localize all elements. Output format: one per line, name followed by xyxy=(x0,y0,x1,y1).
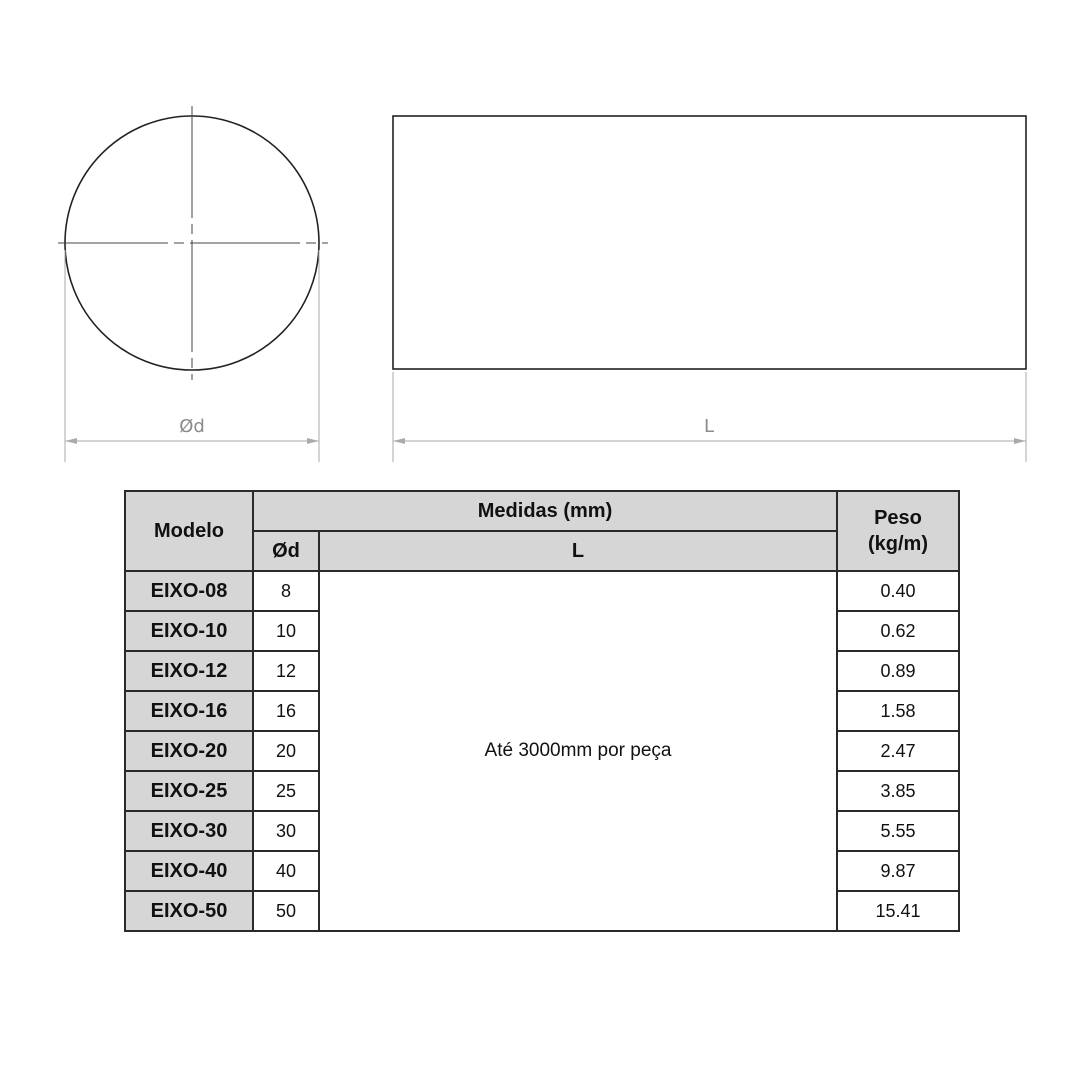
od-cell: 50 xyxy=(253,891,319,931)
table-row xyxy=(125,571,959,611)
shaft-side-view xyxy=(393,116,1026,369)
od-cell: 12 xyxy=(253,651,319,691)
length-note: Até 3000mm por peça xyxy=(319,571,837,931)
header-peso xyxy=(837,491,959,571)
header-l: L xyxy=(319,531,837,571)
od-cell: 8 xyxy=(253,571,319,611)
model-cell: EIXO-10 xyxy=(125,611,253,651)
header-modelo: Modelo xyxy=(125,491,253,571)
model-cell: EIXO-20 xyxy=(125,731,253,771)
model-cell: EIXO-30 xyxy=(125,811,253,851)
length-dimension xyxy=(393,372,1026,462)
od-cell: 40 xyxy=(253,851,319,891)
header-od: Ød xyxy=(253,531,319,571)
model-cell: EIXO-25 xyxy=(125,771,253,811)
od-cell: 20 xyxy=(253,731,319,771)
specification-table xyxy=(124,490,960,932)
od-cell: 25 xyxy=(253,771,319,811)
header-peso-line1: Peso xyxy=(874,507,922,529)
length-label: L xyxy=(703,416,715,437)
peso-cell: 0.62 xyxy=(837,611,959,651)
peso-cell: 2.47 xyxy=(837,731,959,771)
cross-section-view xyxy=(58,106,328,380)
od-cell: 30 xyxy=(253,811,319,851)
peso-cell: 5.55 xyxy=(837,811,959,851)
model-cell: EIXO-16 xyxy=(125,691,253,731)
header-medidas: Medidas (mm) xyxy=(253,491,837,531)
peso-cell: 9.87 xyxy=(837,851,959,891)
od-cell: 16 xyxy=(253,691,319,731)
od-cell: 10 xyxy=(253,611,319,651)
diameter-label: Ød xyxy=(179,416,205,437)
peso-cell: 15.41 xyxy=(837,891,959,931)
peso-cell: 0.89 xyxy=(837,651,959,691)
peso-cell: 3.85 xyxy=(837,771,959,811)
model-cell: EIXO-40 xyxy=(125,851,253,891)
model-cell: EIXO-08 xyxy=(125,571,253,611)
peso-cell: 0.40 xyxy=(837,571,959,611)
peso-cell: 1.58 xyxy=(837,691,959,731)
model-cell: EIXO-12 xyxy=(125,651,253,691)
technical-drawing xyxy=(0,0,1080,480)
header-peso-line2: (kg/m) xyxy=(868,533,928,555)
model-cell: EIXO-50 xyxy=(125,891,253,931)
